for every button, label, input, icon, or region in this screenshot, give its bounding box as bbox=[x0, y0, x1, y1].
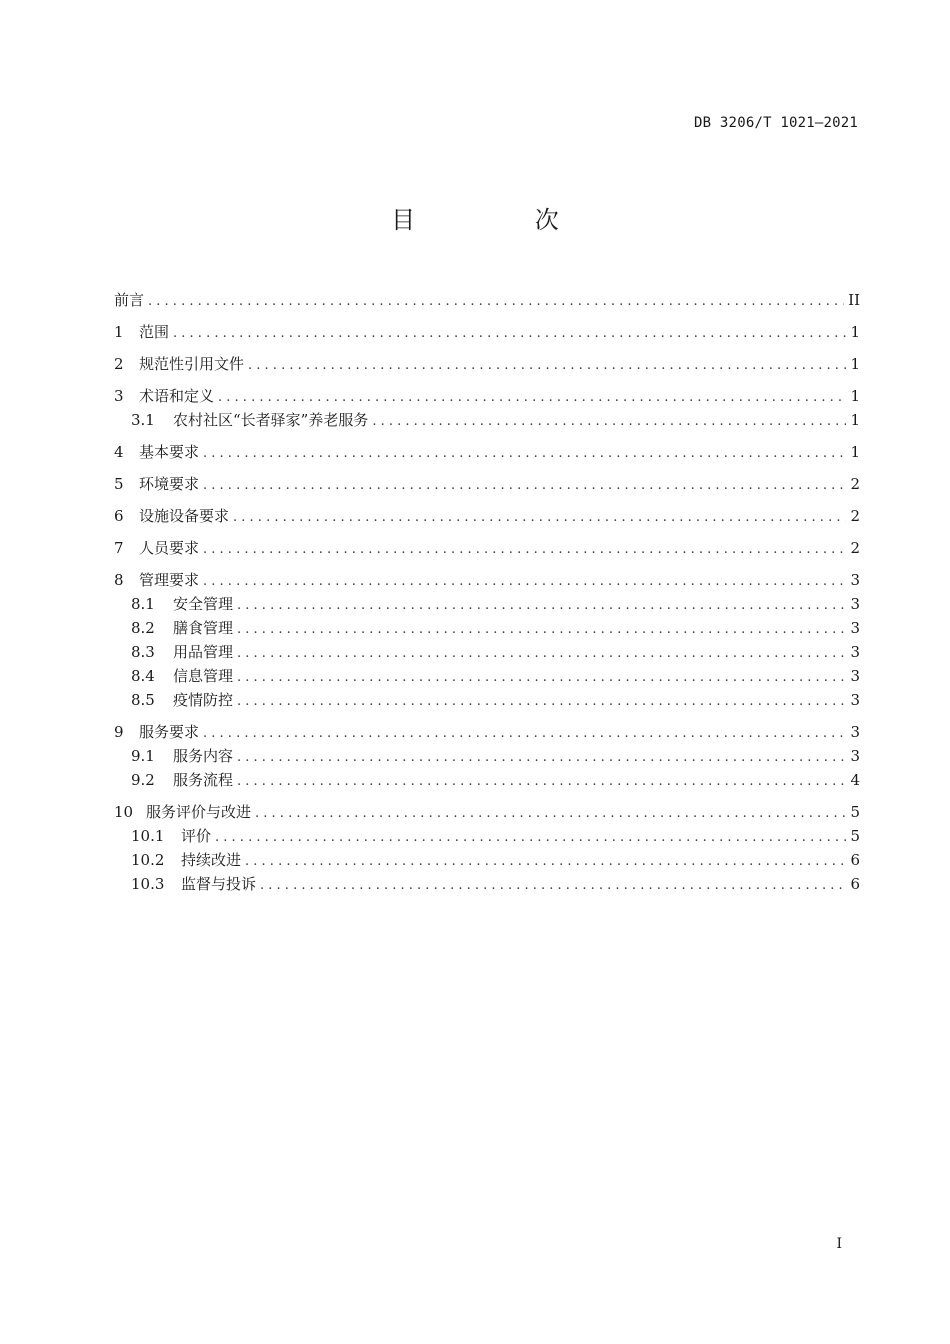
toc-entry-label: 环境要求 bbox=[139, 475, 200, 493]
toc-entry-label: 评价 bbox=[181, 827, 212, 845]
toc-page-number: 1 bbox=[850, 443, 860, 461]
toc-leader bbox=[237, 642, 846, 666]
toc-leader bbox=[237, 618, 846, 642]
toc-leader bbox=[248, 354, 846, 378]
toc-page-number: 2 bbox=[850, 539, 860, 557]
toc-entry-number: 9 bbox=[114, 723, 124, 741]
toc-leader bbox=[237, 746, 846, 770]
toc-entry-label: 安全管理 bbox=[173, 595, 234, 613]
toc-subentry[interactable] bbox=[114, 616, 860, 640]
toc-entry-label: 服务评价与改进 bbox=[146, 803, 252, 821]
table-of-contents bbox=[114, 288, 860, 896]
document-id: DB 3206/T 1021—2021 bbox=[694, 115, 858, 131]
toc-entry-label: 疫情防控 bbox=[173, 691, 234, 709]
toc-leader bbox=[203, 474, 846, 498]
toc-entry-label: 用品管理 bbox=[173, 643, 234, 661]
toc-entry-number: 9.2 bbox=[131, 771, 155, 789]
toc-page-number: 5 bbox=[850, 803, 860, 821]
toc-page-number: 3 bbox=[850, 747, 860, 765]
toc-subentry[interactable] bbox=[114, 640, 860, 664]
toc-subentry[interactable] bbox=[114, 592, 860, 616]
toc-entry-number: 8 bbox=[114, 571, 124, 589]
toc-entry-number: 10 bbox=[114, 803, 134, 821]
toc-entry-label: 人员要求 bbox=[139, 539, 200, 557]
toc-entry-label: 管理要求 bbox=[139, 571, 200, 589]
toc-subentry[interactable] bbox=[114, 872, 860, 896]
toc-subentry[interactable] bbox=[114, 768, 860, 792]
toc-leader bbox=[237, 690, 846, 714]
toc-entry-number: 10.3 bbox=[131, 875, 165, 893]
toc-entry-label: 前言 bbox=[114, 291, 145, 309]
toc-leader bbox=[203, 538, 846, 562]
toc-entry-number: 2 bbox=[114, 355, 124, 373]
toc-page-number: 2 bbox=[850, 507, 860, 525]
toc-page-number: 6 bbox=[850, 875, 860, 893]
toc-entry-number: 10.1 bbox=[131, 827, 165, 845]
toc-entry[interactable] bbox=[114, 800, 860, 824]
toc-page-number: 2 bbox=[850, 475, 860, 493]
toc-entry-number: 8.2 bbox=[131, 619, 155, 637]
page-title: 目 次 bbox=[391, 206, 615, 234]
toc-entry-label: 术语和定义 bbox=[139, 387, 215, 405]
toc-entry[interactable] bbox=[114, 440, 860, 464]
toc-entry-label: 基本要求 bbox=[139, 443, 200, 461]
toc-page-number: 3 bbox=[850, 571, 860, 589]
toc-entry[interactable] bbox=[114, 720, 860, 744]
toc-entry[interactable] bbox=[114, 384, 860, 408]
toc-entry-label: 农村社区“长者驿家”养老服务 bbox=[173, 411, 369, 429]
toc-entry[interactable] bbox=[114, 320, 860, 344]
toc-entry-label: 服务流程 bbox=[173, 771, 234, 789]
toc-leader bbox=[237, 666, 846, 690]
toc-entry-number: 3.1 bbox=[131, 411, 155, 429]
toc-subentry[interactable] bbox=[114, 408, 860, 432]
toc-leader bbox=[203, 570, 846, 594]
toc-subentry[interactable] bbox=[114, 744, 860, 768]
toc-leader bbox=[245, 850, 846, 874]
toc-entry-label: 信息管理 bbox=[173, 667, 234, 685]
toc-entry-number: 8.3 bbox=[131, 643, 155, 661]
toc-page-number: 1 bbox=[850, 355, 860, 373]
toc-page-number: 5 bbox=[850, 827, 860, 845]
toc-entry-label: 服务要求 bbox=[139, 723, 200, 741]
toc-subentry[interactable] bbox=[114, 688, 860, 712]
toc-subentry[interactable] bbox=[114, 664, 860, 688]
toc-leader bbox=[255, 802, 846, 826]
toc-entry-number: 10.2 bbox=[131, 851, 165, 869]
toc-entry[interactable] bbox=[114, 504, 860, 528]
toc-page-number: II bbox=[848, 291, 860, 309]
toc-entry-number: 8.5 bbox=[131, 691, 155, 709]
toc-page-number: 1 bbox=[850, 387, 860, 405]
toc-page-number: 4 bbox=[850, 771, 860, 789]
toc-leader bbox=[215, 826, 846, 850]
toc-subentry[interactable] bbox=[114, 848, 860, 872]
toc-entry-number: 6 bbox=[114, 507, 124, 525]
toc-entry-number: 9.1 bbox=[131, 747, 155, 765]
toc-entry-number: 5 bbox=[114, 475, 124, 493]
toc-entry-label: 膳食管理 bbox=[173, 619, 234, 637]
toc-leader bbox=[203, 722, 846, 746]
toc-entry[interactable] bbox=[114, 536, 860, 560]
toc-leader bbox=[237, 594, 846, 618]
toc-leader bbox=[372, 410, 846, 434]
page-number: I bbox=[836, 1236, 842, 1252]
toc-page-number: 3 bbox=[850, 723, 860, 741]
toc-entry-label: 服务内容 bbox=[173, 747, 234, 765]
toc-leader bbox=[233, 506, 846, 530]
toc-leader bbox=[218, 386, 846, 410]
toc-entry-label: 范围 bbox=[139, 323, 170, 341]
toc-page-number: 3 bbox=[850, 691, 860, 709]
toc-entry[interactable] bbox=[114, 472, 860, 496]
toc-entry-label: 规范性引用文件 bbox=[139, 355, 245, 373]
toc-entry[interactable] bbox=[114, 568, 860, 592]
toc-entry-number: 1 bbox=[114, 323, 124, 341]
toc-entry-number: 7 bbox=[114, 539, 124, 557]
toc-entry[interactable] bbox=[114, 352, 860, 376]
toc-page-number: 3 bbox=[850, 619, 860, 637]
toc-leader bbox=[260, 874, 846, 898]
toc-page-number: 3 bbox=[850, 667, 860, 685]
toc-entry-number: 8.1 bbox=[131, 595, 155, 613]
toc-leader bbox=[173, 322, 846, 346]
toc-page-number: 6 bbox=[850, 851, 860, 869]
toc-entry-label: 监督与投诉 bbox=[181, 875, 257, 893]
toc-entry[interactable] bbox=[114, 288, 860, 312]
toc-leader bbox=[148, 290, 844, 314]
toc-subentry[interactable] bbox=[114, 824, 860, 848]
toc-page-number: 1 bbox=[850, 411, 860, 429]
toc-leader bbox=[203, 442, 846, 466]
toc-entry-number: 8.4 bbox=[131, 667, 155, 685]
toc-entry-label: 设施设备要求 bbox=[139, 507, 230, 525]
toc-entry-number: 4 bbox=[114, 443, 124, 461]
toc-entry-number: 3 bbox=[114, 387, 124, 405]
toc-leader bbox=[237, 770, 846, 794]
toc-page-number: 3 bbox=[850, 643, 860, 661]
toc-page-number: 3 bbox=[850, 595, 860, 613]
toc-entry-label: 持续改进 bbox=[181, 851, 242, 869]
toc-page-number: 1 bbox=[850, 323, 860, 341]
